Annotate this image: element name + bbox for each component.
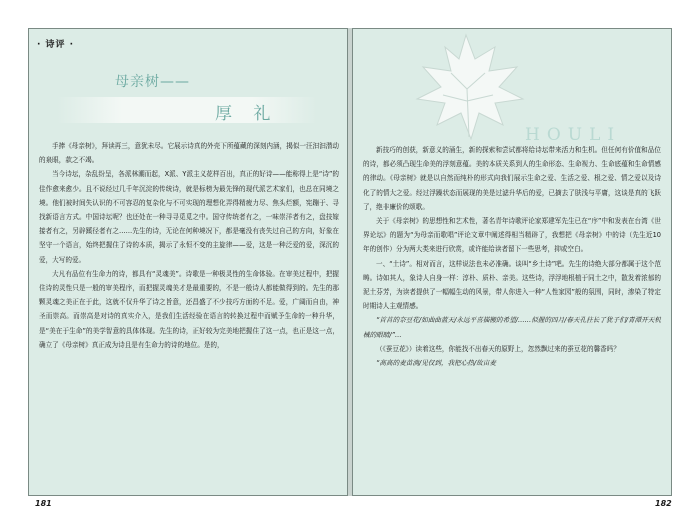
paragraph: 关于《母亲树》的思想性和艺术性，著名青年诗歌评论家郑建军先生已在“序”中和发表在台湾《世界论坛》的题为“为母亲而歌唱”评论文章中阐述得相当精辟了，我想把《母亲树》中的诗（先生近10年的创作）分为两大类来进行欣赏，或许能给读者留下一些思考，抑或空白。 [363,217,661,254]
paragraph: 手捧《母亲树》，拜读再三，意犹未尽。它展示诗真的外壳下所蕴藏的深刻内涵，揭似一汪汩汩潜动的泉眼，款之不竭。 [39,142,339,165]
title-block [57,67,317,135]
maple-leaf-icon [391,29,541,141]
article-author: 厚 礼 [215,104,279,124]
left-text-column [39,139,339,352]
paragraph: 当今诗坛，杂乱纷呈，各派林潮而起，X派、Y派主义花样百出，真正的好诗——能称得上是“诗”的佳作愈来愈少。且不说经过几千年沉淀的传统诗，就是标榜为最先锋的现代派艺术家们，也总在同境之境。他们被时间失认识的不可容忍的复杂化与不可实现的理想化弄得精疲力尽、焦头烂额，宪蹦于、寻找新语言方式。中国诗坛呢？也还处在一种寻寻觅觅之中。国守传统者有之，一味崇洋者有之，盘技嫁接者有之，另辟蹊径者有之……先生的诗，无论在何种境况下，都是毫没有丧失过自己的方向，好象在坚守一个语言，始终把握住了诗的本质，揭示了永恒不变的主旋律——爱，这是一种泛爱的爱，深沉的爱，大写的爱。 [39,170,339,264]
poem-quote: “首首的奈豆花/如曲曲蓝天/永远平喜描搬的希望/……似握的四月/春天孔拄长了犹子们/青潭开天机械的眼睛/”… [363,316,661,339]
left-page [28,28,348,508]
page-number-left: 181 [35,499,52,508]
paragraph: 一、“土诗”。相对而言，这样说法也未必准确。谈叫“乡土诗”吧。先生的诗绝大部分都属于这个范畴。诗如其人，象诗人自身一样：淳朴、质朴、亲美。这些诗，浮浮地根植于同土之中，散发着浓郁的泥土芬芳，为读者提供了一幅幅生动的风景，带人你进入一种“人性家园”般的氛围，同时，渗染了特定时期诗人主观情感。 [363,259,661,311]
paragraph: 大凡有品位有生命力的诗，都具有“灵魂美”。诗歌是一种极灵性的生命体验。在审美过程中，把握住诗的灵性只是一般的审美程序，而把握灵魂美才是最重要的，不是一般诗人都能做得到的。先生的那颗灵魂之美正在于此，这就不仅升华了诗之旨意，还昌盛了不少技巧方面的不足。爱，广阔而自由，神圣而崇高。而崇高是对诗的真实介入，是我们生活经验在语言的转换过程中而赋予生命的一种升华，是“美在于生命”的美学智意的具体体现。先生的诗，正好较为完美地把握住了这一点，也正是这一点，确立了《母亲树》真正成为诗且是有生命力的诗的地位。是的， [39,269,339,349]
paragraph: （《蚕豆花》）读着这些，你能找不出春天的原野上，忽然飘过来的蚕豆花的馨香吗？ [376,344,620,353]
right-text-column [363,143,661,370]
paragraph: 新技巧的创获，新意义的涌生，新的探索和尝试都将给诗坛带来活力和生机。但任何有价值和品位的诗，都必须凸现生命美的浮刻意蕴。美的本质关系到人的生命形态、生命视力、生命底蕴和生命情感的律动。《母亲树》就是以自然而纯朴的形式向我们展示生命之爱、生活之爱、根之爱、情之爱以及诗化了的情大之爱。经过浮躁状态而展现的美是过滤升华后的爱，已摘去了肤浅与平庸，这谈是真的飞跃了，绝非廉价的颂歌。 [363,146,661,211]
poem-quote: “高高的麦苗淌/见仅到，我把心热/故亩麦 [376,359,496,368]
houli-watermark: HOULI [525,125,622,145]
page-number-right: 182 [655,499,672,508]
right-page [352,28,672,508]
article-title: 母亲树—— [115,74,190,90]
section-tag: · 诗评 · [37,40,75,50]
